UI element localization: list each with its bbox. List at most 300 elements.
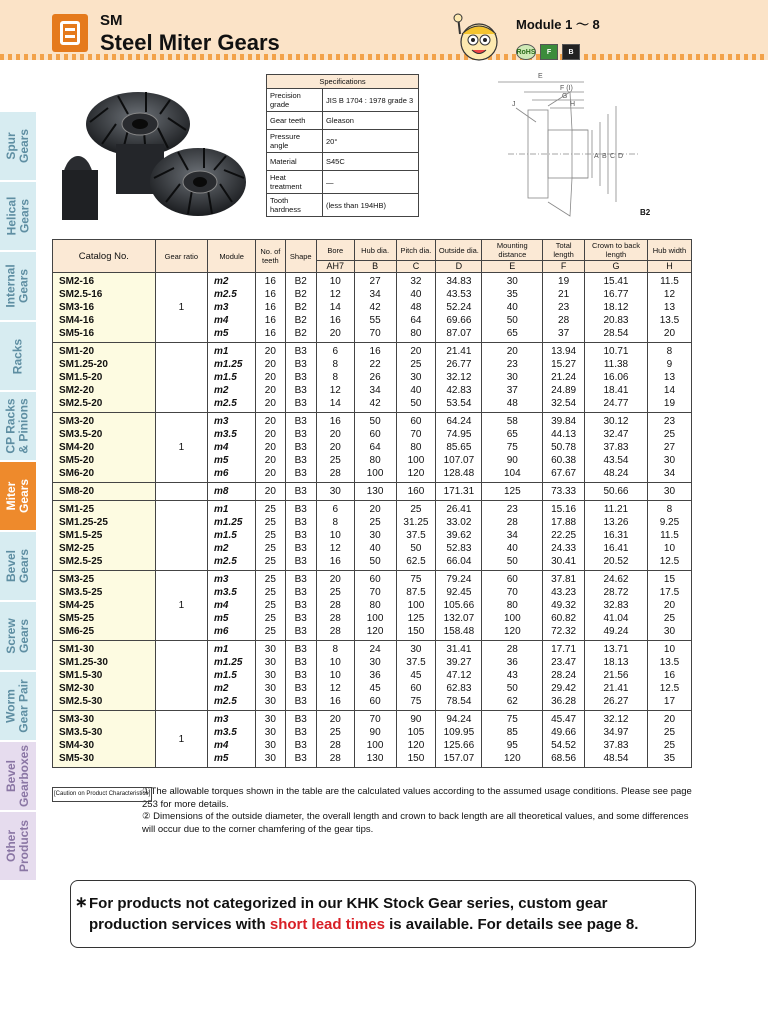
teeth-value: 16: [264, 328, 276, 339]
table-row-group: [53, 641, 692, 711]
teeth-cell: [256, 501, 285, 571]
total-length-value: 23.47: [551, 657, 577, 668]
pitch-dia-cell: [396, 273, 436, 343]
outside-dia-cell: [436, 483, 482, 501]
bore-value: 16: [329, 556, 341, 567]
teeth-cell: [256, 571, 285, 641]
teeth-value: 16: [264, 302, 276, 313]
sidebar-tab[interactable]: [0, 602, 36, 672]
spec-row: [267, 130, 419, 153]
mounting-value: 50: [506, 556, 518, 567]
sidebar-tab[interactable]: [0, 672, 36, 742]
catalog-value: SM3-25: [59, 574, 95, 585]
module-value: m5: [214, 328, 229, 339]
gear-ratio-cell: 1: [155, 571, 207, 641]
shape-value: B3: [294, 517, 307, 528]
hub-width-cell: [647, 273, 691, 343]
catalog-value: SM3.5-30: [59, 727, 103, 738]
catalog-cell: [53, 501, 156, 571]
bore-cell: [316, 501, 354, 571]
total-length-value: 45.47: [551, 714, 577, 725]
outside-dia-value: 79.24: [446, 574, 472, 585]
bore-value: 10: [329, 276, 341, 287]
pitch-dia-value: 62.5: [406, 556, 426, 567]
module-value: m2: [214, 543, 229, 554]
bore-value: 12: [329, 385, 341, 396]
mounting-cell: [482, 641, 543, 711]
hub-dia-value: 70: [369, 587, 381, 598]
header-mounting: Mounting distance: [482, 240, 543, 261]
hub-width-cell: [647, 501, 691, 571]
mounting-cell: [482, 501, 543, 571]
hub-dia-value: 60: [369, 696, 381, 707]
rohs-badge-icon: RoHS: [516, 44, 536, 60]
outside-dia-value: 132.07: [443, 613, 475, 624]
hub-width-value: 11.5: [660, 530, 679, 541]
spec-value: —: [323, 171, 419, 194]
total-length-value: 60.38: [551, 455, 577, 466]
header-total-length: Total length: [543, 240, 585, 261]
gear-ratio-cell: [155, 343, 207, 413]
pitch-dia-value: 100: [407, 600, 425, 611]
pitch-dia-cell: [396, 343, 436, 413]
mounting-value: 40: [506, 543, 518, 554]
outside-dia-cell: [436, 571, 482, 641]
module-value: m2.5: [214, 556, 237, 567]
pitch-dia-value: 60: [410, 683, 422, 694]
bore-value: 12: [329, 683, 341, 694]
hub-dia-value: 100: [366, 468, 384, 479]
asterisk-icon: ∗: [75, 894, 88, 911]
hub-width-value: 15: [663, 574, 676, 585]
mounting-value: 70: [506, 587, 518, 598]
hub-width-value: 19: [663, 398, 676, 409]
outside-dia-value: 66.04: [446, 556, 472, 567]
catalog-value: SM1-30: [59, 644, 95, 655]
crown-value: 26.27: [603, 696, 629, 707]
bore-badge-icon: B: [562, 44, 580, 60]
pitch-dia-cell: [396, 483, 436, 501]
crown-cell: [585, 273, 648, 343]
shape-value: B2: [294, 302, 307, 313]
mounting-cell: [482, 413, 543, 483]
bore-value: 30: [329, 486, 341, 497]
hub-dia-value: 64: [369, 442, 381, 453]
mounting-value: 125: [503, 486, 521, 497]
spec-value: Gleason: [323, 112, 419, 130]
hub-width-value: 12.5: [659, 556, 680, 567]
hub-dia-value: 16: [369, 346, 381, 357]
sidebar-tab[interactable]: [0, 742, 36, 812]
header-outside-dia: Outside dia.: [436, 240, 482, 261]
bore-value: 8: [332, 644, 339, 655]
spec-row: [267, 89, 419, 112]
sidebar-tab[interactable]: [0, 812, 36, 882]
catalog-value: SM3-30: [59, 714, 95, 725]
bore-value: 12: [329, 543, 341, 554]
bore-value: 20: [329, 574, 341, 585]
crown-value: 28.72: [603, 587, 629, 598]
header-bore: Bore: [316, 240, 354, 261]
hub-width-cell: [647, 343, 691, 413]
teeth-value: 20: [264, 468, 276, 479]
catalog-cell: [53, 413, 156, 483]
subheader-cell: F: [543, 261, 585, 273]
total-length-cell: [543, 501, 585, 571]
module-value: m3: [214, 302, 229, 313]
shape-cell: [285, 711, 316, 768]
pitch-dia-value: 20: [410, 346, 422, 357]
teeth-value: 30: [264, 714, 276, 725]
outside-dia-value: 26.41: [446, 504, 472, 515]
hub-dia-value: 42: [369, 398, 381, 409]
mounting-value: 30: [506, 276, 518, 287]
crown-value: 18.13: [603, 657, 629, 668]
catalog-value: SM6-25: [59, 626, 95, 637]
subheader-cell: B: [354, 261, 396, 273]
teeth-value: 25: [264, 587, 276, 598]
shape-cell: [285, 273, 316, 343]
teeth-value: 30: [264, 753, 276, 764]
table-row-group: [53, 273, 692, 343]
total-length-value: 60.82: [551, 613, 577, 624]
hub-width-value: 13.5: [659, 315, 680, 326]
crown-value: 18.41: [603, 385, 629, 396]
shape-value: B3: [294, 385, 307, 396]
hub-width-value: 23: [663, 416, 676, 427]
sidebar-tab[interactable]: [0, 392, 36, 462]
crown-cell: [585, 501, 648, 571]
teeth-value: 30: [264, 644, 276, 655]
catalog-value: SM2-16: [59, 276, 95, 287]
pitch-dia-value: 100: [407, 455, 425, 466]
hub-dia-cell: [354, 641, 396, 711]
catalog-value: SM1.5-20: [59, 372, 103, 383]
hub-dia-value: 80: [369, 600, 381, 611]
teeth-cell: [256, 711, 285, 768]
shape-value: B3: [294, 613, 307, 624]
hub-dia-value: 50: [369, 416, 381, 427]
sidebar-tab-label: Racks: [10, 338, 25, 374]
dim-label-g: G: [562, 93, 568, 100]
crown-value: 13.71: [603, 644, 629, 655]
bore-cell: [316, 343, 354, 413]
pitch-dia-value: 120: [407, 468, 425, 479]
total-length-value: 49.66: [551, 727, 577, 738]
module-value: m3.5: [214, 587, 237, 598]
module-value: m3: [214, 714, 229, 725]
hub-width-value: 9: [666, 359, 673, 370]
dim-label-h: H: [570, 101, 576, 108]
catalog-value: SM4-16: [59, 315, 95, 326]
outside-dia-value: 52.83: [446, 543, 472, 554]
total-length-value: 22.25: [551, 530, 577, 541]
total-length-value: 21.24: [551, 372, 577, 383]
mounting-value: 85: [506, 727, 518, 738]
pitch-dia-cell: [396, 571, 436, 641]
hub-width-cell: [647, 483, 691, 501]
hub-width-value: 16: [663, 670, 676, 681]
crown-cell: [585, 413, 648, 483]
bore-value: 28: [329, 613, 341, 624]
outside-dia-value: 33.02: [446, 517, 472, 528]
crown-value: 34.97: [603, 727, 629, 738]
total-length-value: 68.56: [551, 753, 577, 764]
bore-value: 14: [329, 398, 341, 409]
module-value: m6: [214, 626, 229, 637]
module-value: m1.25: [214, 517, 243, 528]
mounting-value: 35: [506, 289, 518, 300]
crown-value: 21.41: [603, 683, 629, 694]
sidebar-tab-label: Bevel Gears: [4, 548, 31, 584]
teeth-value: 20: [264, 416, 276, 427]
crown-value: 28.54: [603, 328, 629, 339]
pitch-dia-cell: [396, 501, 436, 571]
hub-width-cell: [647, 641, 691, 711]
pitch-dia-value: 70: [410, 429, 422, 440]
pitch-dia-value: 45: [410, 670, 422, 681]
hub-dia-value: 70: [369, 714, 381, 725]
pitch-dia-value: 90: [410, 714, 422, 725]
shape-value: B2: [294, 276, 307, 287]
catalog-value: SM1.25-25: [59, 517, 108, 528]
pitch-dia-value: 30: [410, 644, 422, 655]
crown-cell: [585, 343, 648, 413]
module-value: m2.5: [214, 289, 237, 300]
outside-dia-value: 105.66: [443, 600, 475, 611]
hub-dia-value: 60: [369, 429, 381, 440]
teeth-cell: [256, 413, 285, 483]
total-length-value: 32.54: [551, 398, 577, 409]
bore-value: 25: [329, 455, 341, 466]
shape-value: B3: [294, 468, 307, 479]
spec-value: S45C: [323, 153, 419, 171]
total-length-value: 54.52: [551, 740, 577, 751]
mounting-value: 100: [503, 613, 521, 624]
pitch-dia-value: 80: [410, 442, 422, 453]
hub-dia-value: 60: [369, 574, 381, 585]
spec-key: Heat treatment: [267, 171, 323, 194]
header-hub-dia: Hub dia.: [354, 240, 396, 261]
teeth-value: 30: [264, 683, 276, 694]
catalog-value: SM5-16: [59, 328, 95, 339]
custom-gear-notice: [70, 880, 696, 948]
module-cell: [208, 571, 256, 641]
teeth-cell: [256, 273, 285, 343]
total-length-value: 30.41: [551, 556, 577, 567]
hub-dia-cell: [354, 711, 396, 768]
total-length-cell: [543, 641, 585, 711]
hub-width-value: 30: [663, 455, 676, 466]
sidebar-tab[interactable]: [0, 322, 36, 392]
total-length-value: 28.24: [551, 670, 577, 681]
notice-highlight: short lead times: [269, 916, 385, 933]
pitch-dia-value: 60: [410, 416, 422, 427]
total-length-value: 49.32: [551, 600, 577, 611]
total-length-value: 23: [558, 302, 570, 313]
outside-dia-value: 171.31: [443, 486, 475, 497]
teeth-value: 30: [264, 657, 276, 668]
catalog-value: SM1.5-25: [59, 530, 103, 541]
pitch-dia-value: 150: [407, 626, 425, 637]
catalog-value: SM2-20: [59, 385, 95, 396]
teeth-value: 20: [264, 455, 276, 466]
module-value: m1.5: [214, 372, 237, 383]
mounting-value: 75: [506, 714, 518, 725]
hub-dia-value: 26: [369, 372, 381, 383]
total-length-value: 15.16: [551, 504, 577, 515]
teeth-value: 25: [264, 517, 276, 528]
teeth-value: 20: [264, 346, 276, 357]
shape-value: B2: [294, 289, 307, 300]
module-value: m1.5: [214, 670, 237, 681]
catalog-value: SM2.5-30: [59, 696, 103, 707]
total-length-value: 24.89: [551, 385, 577, 396]
module-value: m1: [214, 346, 229, 357]
sidebar-tab-label: Screw Gears: [4, 618, 31, 654]
crown-value: 30.12: [603, 416, 629, 427]
module-value: m5: [214, 613, 229, 624]
spec-value: 20°: [323, 130, 419, 153]
teeth-value: 25: [264, 556, 276, 567]
module-cell: [208, 483, 256, 501]
spec-key: Precision grade: [267, 89, 323, 112]
shape-value: B3: [294, 696, 307, 707]
bore-value: 6: [332, 346, 339, 357]
shape-value: B3: [294, 740, 307, 751]
total-length-value: 39.84: [551, 416, 577, 427]
mounting-value: 48: [506, 398, 518, 409]
crown-value: 48.24: [603, 468, 629, 479]
spec-row: [267, 153, 419, 171]
module-value: m3: [214, 574, 229, 585]
shape-value: B3: [294, 372, 307, 383]
mascot-icon: [452, 12, 506, 68]
outside-dia-value: 43.53: [446, 289, 472, 300]
teeth-value: 20: [264, 398, 276, 409]
hub-dia-cell: [354, 273, 396, 343]
crown-value: 43.54: [603, 455, 629, 466]
header-teeth: No. of teeth: [256, 240, 285, 273]
outside-dia-cell: [436, 413, 482, 483]
bore-value: 10: [329, 657, 341, 668]
gear-ratio-cell: [155, 483, 207, 501]
catalog-value: SM2.5-25: [59, 556, 103, 567]
module-value: m2: [214, 276, 229, 287]
header-catalog: Catalog No.: [53, 240, 156, 273]
total-length-value: 72.32: [551, 626, 577, 637]
catalog-cell: [53, 571, 156, 641]
outside-dia-value: 42.83: [446, 385, 472, 396]
pitch-dia-value: 25: [410, 504, 422, 515]
total-length-value: 29.42: [551, 683, 577, 694]
teeth-value: 30: [264, 727, 276, 738]
hub-dia-value: 22: [369, 359, 381, 370]
crown-value: 24.77: [603, 398, 629, 409]
pitch-dia-value: 37.5: [406, 657, 426, 668]
sidebar-tab[interactable]: [0, 182, 36, 252]
gear-ratio-cell: 1: [155, 273, 207, 343]
crown-value: 13.26: [603, 517, 629, 528]
spec-value: JIS B 1704 : 1978 grade 3: [323, 89, 419, 112]
crown-value: 20.52: [603, 556, 629, 567]
shape-cell: [285, 571, 316, 641]
total-length-cell: [543, 273, 585, 343]
pitch-dia-value: 30: [410, 372, 422, 383]
sidebar-tab[interactable]: [0, 112, 36, 182]
shape-value: B3: [294, 683, 307, 694]
dim-label-j: J: [512, 101, 516, 108]
bore-value: 8: [332, 372, 339, 383]
bore-value: 28: [329, 626, 341, 637]
total-length-value: 73.33: [551, 486, 577, 497]
hub-width-value: 17: [663, 696, 676, 707]
catalog-value: SM1.25-30: [59, 657, 108, 668]
hub-width-value: 8: [666, 346, 673, 357]
shape-value: B3: [294, 504, 307, 515]
module-value: m4: [214, 315, 229, 326]
shape-label: B2: [640, 208, 651, 217]
sidebar-tab[interactable]: [0, 462, 36, 532]
category-sidebar: [0, 112, 36, 882]
subheader-cell: AH7: [316, 261, 354, 273]
mounting-value: 30: [506, 372, 518, 383]
mounting-cell: [482, 571, 543, 641]
shape-cell: [285, 641, 316, 711]
teeth-value: 20: [264, 486, 276, 497]
total-length-value: 37.81: [551, 574, 577, 585]
hub-dia-value: 34: [369, 289, 381, 300]
pitch-dia-value: 150: [407, 753, 425, 764]
outside-dia-value: 21.41: [446, 346, 472, 357]
module-value: m4: [214, 600, 229, 611]
series-code: SM: [100, 12, 123, 29]
pitch-dia-value: 87.5: [406, 587, 426, 598]
teeth-value: 16: [264, 289, 276, 300]
pitch-dia-value: 160: [407, 486, 425, 497]
bore-value: 16: [329, 315, 341, 326]
sidebar-tab[interactable]: [0, 532, 36, 602]
pitch-dia-value: 40: [410, 289, 422, 300]
mounting-value: 37: [506, 385, 518, 396]
crown-value: 32.83: [603, 600, 629, 611]
shape-value: B3: [294, 359, 307, 370]
shape-value: B3: [294, 727, 307, 738]
total-length-value: 43.23: [551, 587, 577, 598]
sidebar-tab[interactable]: [0, 252, 36, 322]
hub-width-cell: [647, 711, 691, 768]
shape-value: B3: [294, 486, 307, 497]
mounting-value: 50: [506, 315, 518, 326]
gear-category-logo-icon: [52, 14, 88, 52]
subheader-cell: G: [585, 261, 648, 273]
total-length-cell: [543, 711, 585, 768]
crown-value: 32.12: [603, 714, 629, 725]
hub-dia-value: 30: [369, 657, 381, 668]
mounting-value: 80: [506, 600, 518, 611]
catalog-value: SM5-20: [59, 455, 95, 466]
hub-width-value: 35: [663, 753, 676, 764]
hub-width-cell: [647, 571, 691, 641]
hub-width-value: 17.5: [659, 587, 680, 598]
pitch-dia-value: 50: [410, 398, 422, 409]
sidebar-tab-label: CP Racks & Pinions: [4, 398, 31, 454]
dim-label-c: C: [610, 153, 616, 160]
catalog-value: SM1.5-30: [59, 670, 103, 681]
shape-value: B3: [294, 587, 307, 598]
pitch-dia-value: 75: [410, 696, 422, 707]
bore-value: 14: [329, 302, 341, 313]
